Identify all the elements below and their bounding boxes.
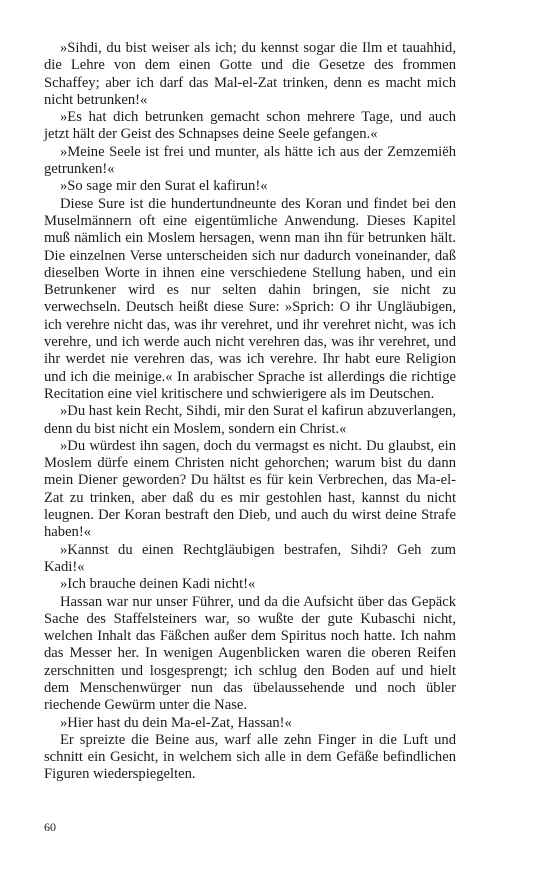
paragraph: »Du würdest ihn sagen, doch du vermagst es nicht. Du glaubst, ein Moslem dürfe einem Christen nicht gehorchen; warum bist du dann mein Diener geworden? Du hältst es für kein Verbrechen, das Ma-el-Zat zu trinken, aber daß du es mir gestohlen hast, kannst du nicht leugnen. Der Koran bestraft den Dieb, und auch du wirst deine Strafe haben!« (44, 437, 456, 541)
page-number: 60 (44, 820, 56, 834)
paragraph: »Kannst du einen Rechtgläubigen bestrafen, Sihdi? Geh zum Kadi!« (44, 541, 456, 575)
paragraph: Diese Sure ist die hundertundneunte des Koran und findet bei den Muselmännern oft eine eigentümliche Anwendung. Dieses Kapitel muß nämlich ein Moslem hersagen, wenn man ihn für betrunken hält. Die einzelnen Verse unterscheiden sich nur dadurch voneinander, daß dieselben Worte in ihnen eine verschiedene Stellung haben, und ein Betrunkener wird es nur selten dahin bringen, sie nicht zu verwechseln. Deutsch heißt diese Sure: »Sprich: O ihr Ungläubigen, ich verehre nicht das, was ihr verehret, und ihr verehret nicht, was ich verehre, und ich werde auch nicht verehren das, was ihr verehret, und ihr werdet nie verehren das, was ich verehre. Ihr habt eure Religion und ich die meinige.« In arabischer Sprache ist allerdings die richtige Recitation eine viel kritischere und schwierigere als im Deutschen. (44, 195, 456, 402)
paragraph: »Ich brauche deinen Kadi nicht!« (60, 576, 256, 593)
paragraph: »Es hat dich betrunken gemacht schon mehrere Tage, und auch jetzt hält der Geist des Schnapses deine Seele gefangen.« (44, 109, 456, 143)
page-body (44, 40, 456, 784)
paragraph: Er spreizte die Beine aus, warf alle zehn Finger in die Luft und schnitt ein Gesicht, in welchem sich alle in dem Gefäße befindlichen Figuren wiederspiegelten. (44, 731, 456, 783)
paragraph: »Hier hast du dein Ma-el-Zat, Hassan!« (60, 714, 292, 731)
paragraph: »Meine Seele ist frei und munter, als hätte ich aus der Zemzemiëh getrunken!« (44, 143, 456, 178)
paragraph: »Sihdi, du bist weiser als ich; du kennst sogar die Ilm et tauahhid, die Lehre von dem einen Gotte und die Gesetze des frommen Schaffey; aber ich darf das Mal-el-Zat trinken, denn es macht mich nicht betrunken!« (44, 40, 456, 108)
paragraph: »Du hast kein Recht, Sihdi, mir den Surat el kafirun abzuverlangen, denn du bist nicht ein Moslem, sondern ein Christ.« (44, 403, 456, 437)
paragraph: »So sage mir den Surat el kafirun!« (60, 178, 268, 195)
paragraph: Hassan war nur unser Führer, und da die Aufsicht über das Gepäck Sache des Staffelsteiners war, so wußte der gute Kubaschi nicht, welchen Inhalt das Fäßchen außer dem Spiritus noch hatte. Ich nahm das Messer her. In wenigen Augenblicken waren die oberen Reifen zerschnitten und losgesprengt; ich schlug den Boden auf und hielt dem Menschenwürger nun das übelaussehende und noch übler riechende Gewürm unter die Nase. (44, 593, 456, 714)
